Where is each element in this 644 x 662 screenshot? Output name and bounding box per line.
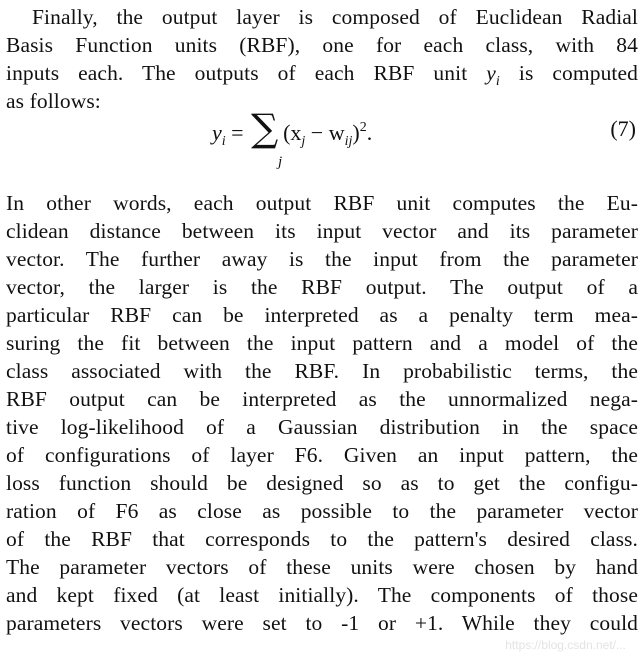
equation-7 (0, 106, 644, 176)
para2-line-16: parameters vectors were set to -1 or +1. While they could (6, 611, 638, 635)
para1-line-3-text-a: inputs each. The outputs of each RBF unit (6, 61, 468, 85)
para2-line-6: suring the fit between the input pattern and a model of the (6, 331, 638, 355)
para2-line-2: clidean distance between its input vector and its parameter (6, 219, 638, 243)
para1-line-2: Basis Function units (RBF), one for each class, with 84 (6, 33, 638, 57)
para1-line-1: Finally, the output layer is composed of Euclidean Radial (32, 5, 638, 29)
para1-line-4: as follows: (6, 89, 101, 113)
para2-line-13: of the RBF that corresponds to the pattern's desired class. (6, 527, 638, 551)
para2-line-3: vector. The further away is the input from the parameter (6, 247, 638, 271)
para1-line-3-text-b: is computed (518, 61, 638, 85)
para2-line-11: loss function should be designed so as to get the configu- (6, 471, 638, 495)
watermark: https://blog.csdn.net/... (505, 638, 626, 652)
para2-line-7: class associated with the RBF. In probabilistic terms, the (6, 359, 638, 383)
para2-line-10: of configurations of layer F6. Given an input pattern, the (6, 443, 638, 467)
para1-line-3 (6, 60, 638, 90)
inline-variable: $y_i$ (486, 61, 500, 89)
equation-number: (7) (610, 116, 636, 141)
para2-line-9: tive log-likelihood of a Gaussian distribution in the space (6, 415, 638, 439)
para2-line-8: RBF output can be interpreted as the unnormalized nega- (6, 387, 638, 411)
sum-index: j (278, 154, 283, 170)
para2-line-5: particular RBF can be interpreted as a penalty term mea- (6, 303, 638, 327)
para2-line-14: The parameter vectors of these units were chosen by hand (6, 555, 638, 579)
sum-symbol: ∑ (251, 106, 279, 150)
para2-line-12: ration of F6 as close as possible to the parameter vector (6, 499, 638, 523)
para2-line-4: vector, the larger is the RBF output. The output of a (6, 275, 638, 299)
para2-line-15: and kept fixed (at least initially). The components of those (6, 583, 638, 607)
equation-body: $y_i$ = ∑ $(x_j - w_{ij})^2$. (212, 106, 373, 150)
para2-line-1: In other words, each output RBF unit computes the Eu- (6, 191, 638, 215)
